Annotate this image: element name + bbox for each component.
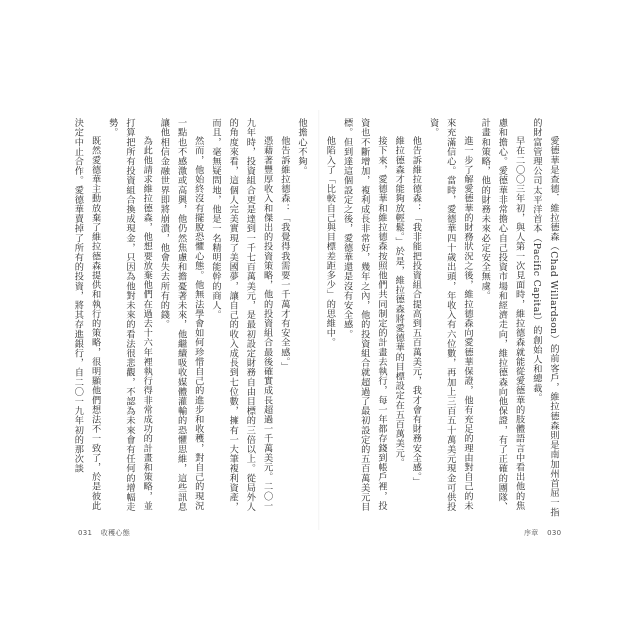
running-head: 序章 xyxy=(524,529,539,537)
paragraph: 接下來，愛德華和維拉德森按照他們共同制定的計畫去執行，每一年都存錢到帳戶裡，投資也不斷增加，複利成長非常好，幾年之內，他的投資組合就超過了最初設定的五百萬美元目標。但到達這個設定之後，愛德華還是沒有安全感。 xyxy=(341,118,387,512)
right-page xyxy=(324,118,562,520)
left-page xyxy=(72,118,310,520)
paragraph: 他告訴維拉德森：「我覺得我需要一千萬才有安全感。」 xyxy=(278,136,290,372)
paragraph: 他告訴維拉德森：「我非能把投資組合提高到五百萬美元，我才會有財務安全感。」 xyxy=(410,136,422,487)
paragraph: 為此他請求維拉德森，他想要放棄他們在過去十六年裡執行得非常成功的計畫和策略，並打算把所有投資組合換成現金，只因為他對未來的看法很悲觀，不認為未來會有任何的增幅走勢。 xyxy=(106,118,153,512)
paragraph: 早在二〇〇三年初，與人第一次見面時，維拉德森就能從愛德華的肢體語言中看出他的焦慮和擔心。愛德華非常擔心自己投資市場和經濟走向，維拉德森向他保證，有了正確的團隊、計畫和策略，他的財務未來必定安全無虞。 xyxy=(479,118,525,512)
paragraph: 維拉德森才能夠放輕鬆。」於是，維拉德森將愛德華的目標設定在五百萬美元。 xyxy=(393,136,405,468)
left-page-text xyxy=(72,118,310,520)
running-head: 收穫心態 xyxy=(100,529,130,537)
paragraph: 他陷入了「比較自己與目標差距多少」的思維中。 xyxy=(324,136,336,348)
right-page-text xyxy=(324,118,562,520)
page-number: 031 xyxy=(78,529,93,537)
left-folio xyxy=(78,528,136,538)
page-number: 030 xyxy=(547,529,562,537)
right-folio xyxy=(524,528,567,538)
paragraph: 愛德華是查德．維拉德森（Chad Willardson）的前客戶，維拉德森則是南加州首屈一指的財富管理公司太平洋首本（Pacific Capital）的創始人和總裁。 xyxy=(530,118,559,518)
paragraph: 然而，他始終沒有擺脫恐懼心態。他無法學會如何珍惜自己的進步和收穫，對自己的現況一點也不感激或高興，他仍然焦慮和擔憂著未來，他繼續吸收媒體灌輸的恐懼思維，這些訊息讓他相信金融世界即將崩潰，他會失去所有的錢。 xyxy=(158,118,204,512)
paragraph: 進一步了解愛德華的財務狀況之後，維拉德森向愛德華保證，他有充足的理由對自己的未來充滿信心。當時，愛德華四十歲出頭，年收入有六位數，再加上三百五十萬美元現金可供投資。 xyxy=(427,118,473,512)
book-gutter xyxy=(318,110,320,530)
paragraph: 憑藉著豐厚收入和傑出的投資策略，他的投資組合最後確實成長超過一千萬美元。二〇一九年時，投資組合更是達到一千七百萬美元，是最初設定財務自由目標的三倍以上。從局外人的角度來看，這個人完美實現了美國夢，讓自己的收入成長到七位數，擁有一大筆複利資產，而且，毫無疑問地，他是一名精明能幹的商人。 xyxy=(209,118,273,512)
paragraph: 既然愛德華主動放棄了維拉德森提供和執行的策略，很明顯他們想法不一致了，於是彼此決定中止合作。愛德華賣掉了所有的投資，將其存進銀行，自二〇一九年初的那次談 xyxy=(72,118,101,511)
paragraph: 他擔心不夠。 xyxy=(296,118,307,176)
